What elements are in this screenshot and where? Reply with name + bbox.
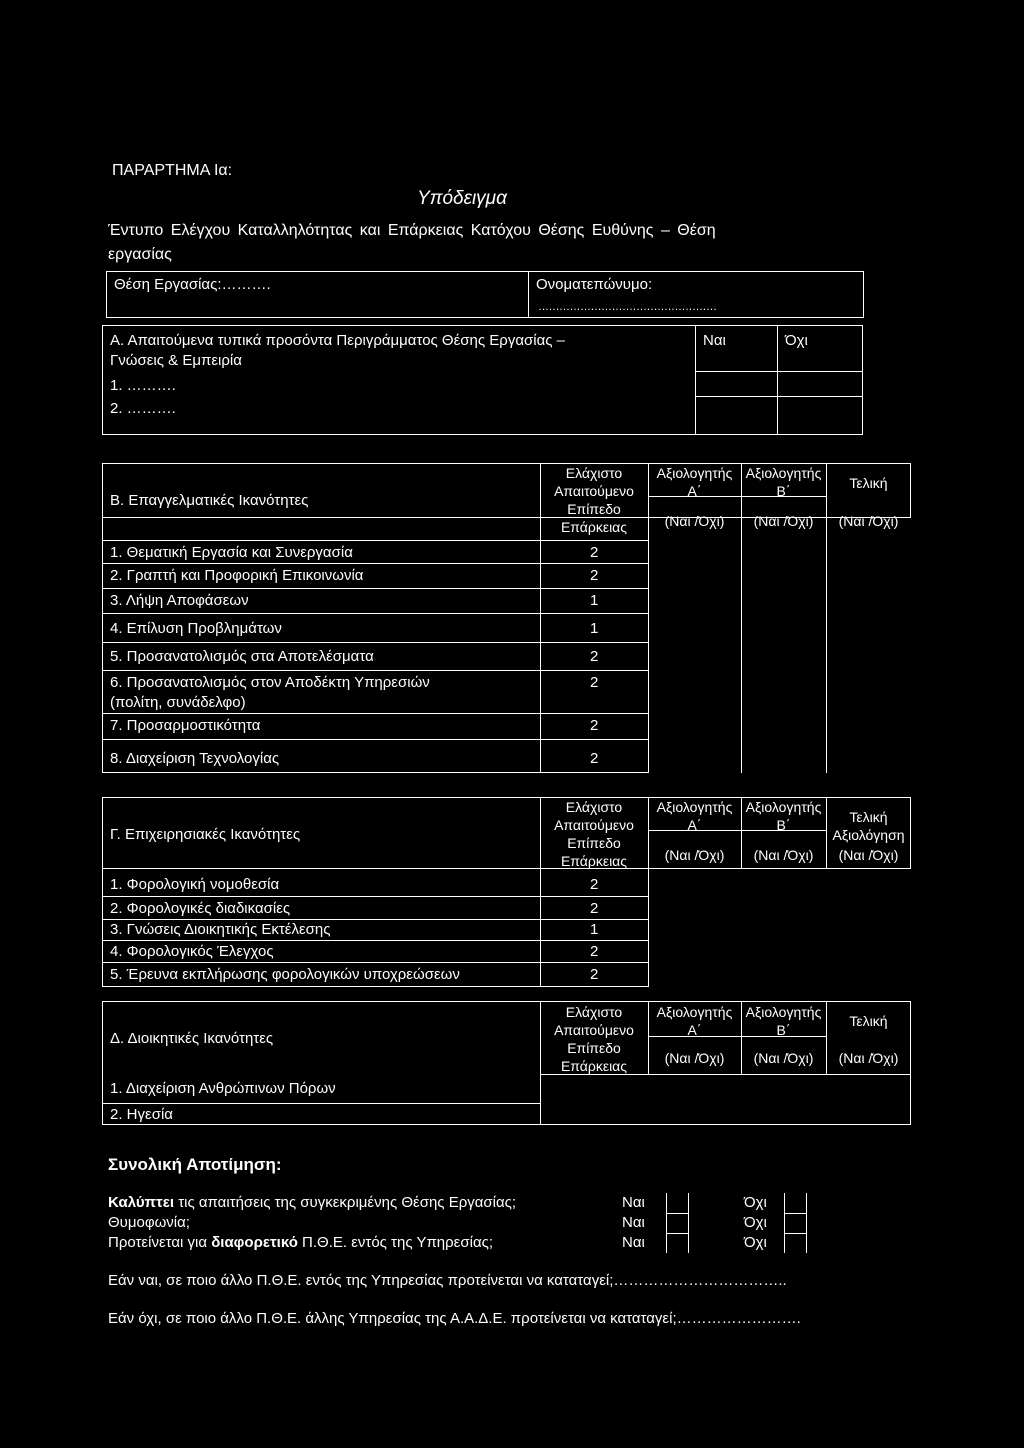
section-c-evaluator-a-header: Αξιολογητής Α΄ (656, 799, 733, 833)
section-c-title: Γ. Επιχειρησιακές Ικανότητες (110, 826, 301, 843)
model-label: Υπόδειγμα (417, 188, 507, 209)
summary-yes-1: Ναι (622, 1194, 645, 1211)
section-b-yn-b: (Ναι /Όχι) (753, 513, 814, 529)
section-b-title: Β. Επαγγελματικές Ικανότητες (110, 492, 309, 509)
form-title-line2: εργασίας (108, 246, 172, 263)
summary-question-agreement: Θυμοφωνία; (108, 1214, 190, 1231)
section-c-yn-b: (Ναι /Όχι) (753, 847, 814, 863)
section-b-row-2-level: 2 (590, 567, 599, 584)
section-c-row-1: 1. Φορολογική νομοθεσία (110, 876, 280, 893)
section-a-title: Α. Απαιτούμενα τυπικά προσόντα Περιγράμματος Θέσης Εργασίας – (110, 332, 565, 349)
section-c-row-1-level: 2 (590, 876, 599, 893)
section-d-row-1: 1. Διαχείριση Ανθρώπινων Πόρων (110, 1080, 336, 1097)
section-c-row-2: 2. Φορολογικές διαδικασίες (110, 900, 291, 917)
section-c-yn-final: (Ναι /Όχι) (838, 847, 899, 863)
summary-no-1: Όχι (744, 1194, 767, 1211)
section-a-no-header: Όχι (785, 332, 808, 349)
section-b-row-1: 1. Θεματική Εργασία και Συνεργασία (110, 544, 353, 561)
summary-no-checkboxes[interactable] (784, 1193, 806, 1253)
summary-question-covers: Καλύπτει τις απαιτήσεις της συγκεκριμένης Θέσης Εργασίας; (108, 1194, 517, 1211)
section-a-title-2: Γνώσεις & Εμπειρία (110, 352, 242, 369)
section-b-row-3-level: 1 (590, 592, 599, 609)
summary-no-2: Όχι (744, 1214, 767, 1231)
section-c-row-4-level: 2 (590, 943, 599, 960)
section-d-yn-a: (Ναι /Όχι) (664, 1050, 725, 1066)
summary-if-no: Εάν όχι, σε ποιο άλλο Π.Θ.Ε. άλλης Υπηρεσίας της Α.Α.Δ.Ε. προτείνεται να καταταγεί;……………………. (108, 1310, 801, 1327)
section-c-row-3: 3. Γνώσεις Διοικητικής Εκτέλεσης (110, 921, 331, 938)
section-d-row-2: 2. Ηγεσία (110, 1106, 173, 1123)
full-name-field[interactable]: Ονοματεπώνυμο: (536, 276, 653, 293)
section-b-row-8-level: 2 (590, 750, 599, 767)
section-a-yes-header: Ναι (703, 332, 726, 349)
section-c-row-3-level: 1 (590, 921, 599, 938)
section-b-row-7-level: 2 (590, 717, 599, 734)
section-b-yn-final: (Ναι /Όχι) (838, 513, 899, 529)
section-b-row-1-level: 2 (590, 544, 599, 561)
section-b-row-5-level: 2 (590, 648, 599, 665)
summary-yes-checkboxes[interactable] (666, 1193, 688, 1253)
section-b-row-4: 4. Επίλυση Προβλημάτων (110, 620, 282, 637)
section-d-yn-b: (Ναι /Όχι) (753, 1050, 814, 1066)
full-name-dots: …………………………………………… (538, 301, 717, 313)
summary-yes-3: Ναι (622, 1234, 645, 1251)
section-c-yn-a: (Ναι /Όχι) (664, 847, 725, 863)
section-b-final-header: Τελική (849, 475, 888, 491)
section-b-row-4-level: 1 (590, 620, 599, 637)
section-d-yn-final: (Ναι /Όχι) (838, 1050, 899, 1066)
form-title-line1: Έντυπο Ελέγχου Καταλληλότητας και Επάρκειας Κατόχου Θέσης Ευθύνης – Θέση (108, 222, 716, 239)
section-b-row-7: 7. Προσαρμοστικότητα (110, 717, 261, 734)
section-b-yn-a: (Ναι /Όχι) (664, 513, 725, 529)
section-b-row-8: 8. Διαχείριση Τεχνολογίας (110, 750, 280, 767)
section-d-evaluator-b-header: Αξιολογητής Β΄ (745, 1004, 822, 1038)
section-c-row-4: 4. Φορολογικός Έλεγχος (110, 943, 274, 960)
section-b-row-6-sub: (πολίτη, συνάδελφο) (110, 694, 246, 711)
summary-title: Συνολική Αποτίμηση: (108, 1155, 282, 1174)
section-b-row-6: 6. Προσανατολισμός στον Αποδέκτη Υπηρεσιών (110, 674, 430, 691)
section-b-row-5: 5. Προσανατολισμός στα Αποτελέσματα (110, 648, 374, 665)
section-a-row-2: 2. ………. (110, 400, 176, 417)
section-b-min-level-header: Ελάχιστο Απαιτούμενο Επίπεδο Επάρκειας (554, 465, 634, 535)
summary-yes-2: Ναι (622, 1214, 645, 1231)
section-a-row-1: 1. ………. (110, 377, 176, 394)
section-c-final-header: Τελική Αξιολόγηση (832, 809, 905, 843)
section-c-row-2-level: 2 (590, 900, 599, 917)
section-b-evaluator-b-header: Αξιολογητής Β΄ (745, 465, 822, 499)
job-position-field[interactable]: Θέση Εργασίας:………. (114, 276, 271, 293)
section-d-final-header: Τελική (849, 1013, 888, 1029)
section-b-row-3: 3. Λήψη Αποφάσεων (110, 592, 249, 609)
summary-no-3: Όχι (744, 1234, 767, 1251)
section-b-row-2: 2. Γραπτή και Προφορική Επικοινωνία (110, 567, 364, 584)
section-d-min-level-header: Ελάχιστο Απαιτούμενο Επίπεδο Επάρκειας (554, 1004, 634, 1074)
section-d-evaluator-a-header: Αξιολογητής Α΄ (656, 1004, 733, 1038)
section-c-row-5: 5. Έρευνα εκπλήρωσης φορολογικών υποχρεώσεων (110, 966, 460, 983)
section-b-evaluator-a-header: Αξιολογητής Α΄ (656, 465, 733, 499)
section-d-title: Δ. Διοικητικές Ικανότητες (110, 1030, 274, 1047)
section-c-min-level-header: Ελάχιστο Απαιτούμενο Επίπεδο Επάρκειας (554, 799, 634, 869)
summary-question-different: Προτείνεται για διαφορετικό Π.Θ.Ε. εντός της Υπηρεσίας; (108, 1234, 494, 1251)
summary-if-yes: Εάν ναι, σε ποιο άλλο Π.Θ.Ε. εντός της Υπηρεσίας προτείνεται να καταταγεί;…………………………….. (108, 1272, 787, 1289)
section-c-row-5-level: 2 (590, 966, 599, 983)
section-c-evaluator-b-header: Αξιολογητής Β΄ (745, 799, 822, 833)
section-b-row-6-level: 2 (590, 674, 599, 691)
annex-label: ΠΑΡΑΡΤΗΜΑ Ια: (112, 162, 233, 179)
